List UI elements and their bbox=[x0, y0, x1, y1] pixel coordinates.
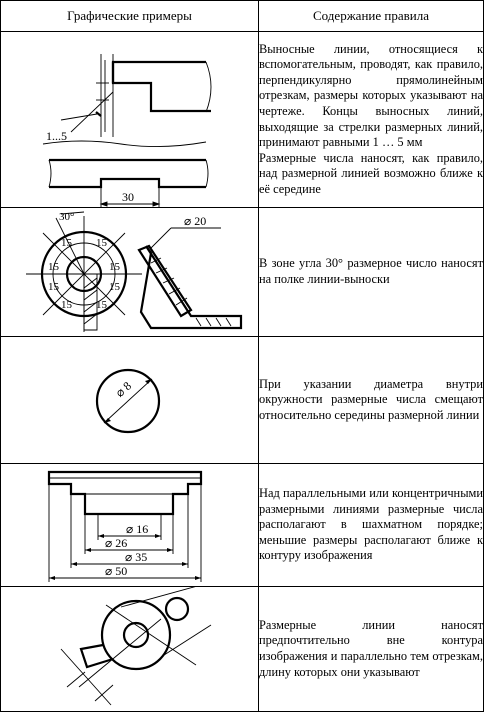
table-row bbox=[1, 587, 484, 712]
header-rule-content: Содержание правила bbox=[259, 1, 484, 32]
drawing-outside-contour bbox=[1, 587, 258, 711]
figure-cell-diameter-inside bbox=[1, 337, 259, 464]
figure-cell-extension-lines bbox=[1, 32, 259, 208]
label-diameter-26: ⌀ 26 bbox=[105, 536, 128, 550]
label-diameter-50: ⌀ 50 bbox=[105, 564, 128, 578]
rule-text-parallel-dimensions: Над параллельными или концентричными размерными линиями размерные числа располагают в шахматном порядке; меньшие размеры располагают ближе к контуру изображения bbox=[259, 486, 483, 563]
drawing-extension-lines bbox=[1, 32, 258, 207]
label-diameter-35: ⌀ 35 bbox=[125, 550, 148, 564]
label-15-c: 15 bbox=[48, 261, 59, 273]
label-15-g: 15 bbox=[61, 299, 72, 311]
label-15-h: 15 bbox=[96, 299, 107, 311]
label-15-b: 15 bbox=[96, 237, 107, 249]
figure-cell-parallel-dimensions bbox=[1, 464, 259, 587]
rule-text-dimension-numbers: Размерные числа наносят, как правило, над размерной линией возможно ближе к её середине bbox=[259, 150, 483, 196]
rule-text-cell bbox=[259, 464, 484, 587]
rule-text-extension-lines: Выносные линии, относящиеся к вспомогательным, проводят, как правило, перпендикулярно прямолинейным отрезкам, размеры которых указывают на чертеже. Концы выносных линий, выходящие за стрелки размерных линий, принимают равными 1 … 5 мм bbox=[259, 41, 483, 150]
rule-text-outside-contour: Размерные линии наносят предпочтительно вне контура изображения и параллельно тем отрезкам, длину которых они указывают bbox=[259, 617, 483, 679]
table-header-row bbox=[1, 1, 484, 32]
rule-text-diameter-inside: При указании диаметра внутри окружности размерные числа смещают относительно середины размерной линии bbox=[259, 376, 483, 422]
rule-text-angle-zone: В зоне угла 30° размерное число наносят на полке линии-выноски bbox=[259, 256, 483, 286]
drawing-parallel-dimensions bbox=[1, 464, 258, 586]
label-15-d: 15 bbox=[109, 261, 120, 273]
label-diameter-8: ⌀ 8 bbox=[112, 378, 135, 400]
rule-text-cell bbox=[259, 587, 484, 712]
header-graphic-examples: Графические примеры bbox=[1, 1, 259, 32]
figure-cell-outside-contour bbox=[1, 587, 259, 712]
figure-cell-angle-zone bbox=[1, 208, 259, 337]
drawing-angle-zone bbox=[1, 208, 258, 336]
label-15-e: 15 bbox=[48, 281, 59, 293]
table-row bbox=[1, 464, 484, 587]
drawing-diameter-inside bbox=[1, 337, 258, 463]
rule-text-cell bbox=[259, 32, 484, 208]
label-diameter-20: ⌀ 20 bbox=[184, 214, 207, 228]
table-row bbox=[1, 32, 484, 208]
table-row bbox=[1, 208, 484, 337]
rule-text-cell bbox=[259, 208, 484, 337]
label-15-f: 15 bbox=[109, 281, 120, 293]
label-angle-30: 30° bbox=[59, 211, 75, 223]
label-diameter-16: ⌀ 16 bbox=[126, 522, 149, 536]
label-dimension-30: 30 bbox=[122, 190, 134, 204]
label-15-a: 15 bbox=[61, 237, 72, 249]
rule-text-cell bbox=[259, 337, 484, 464]
table-row bbox=[1, 337, 484, 464]
label-extension-length: 1...5 bbox=[46, 129, 67, 143]
